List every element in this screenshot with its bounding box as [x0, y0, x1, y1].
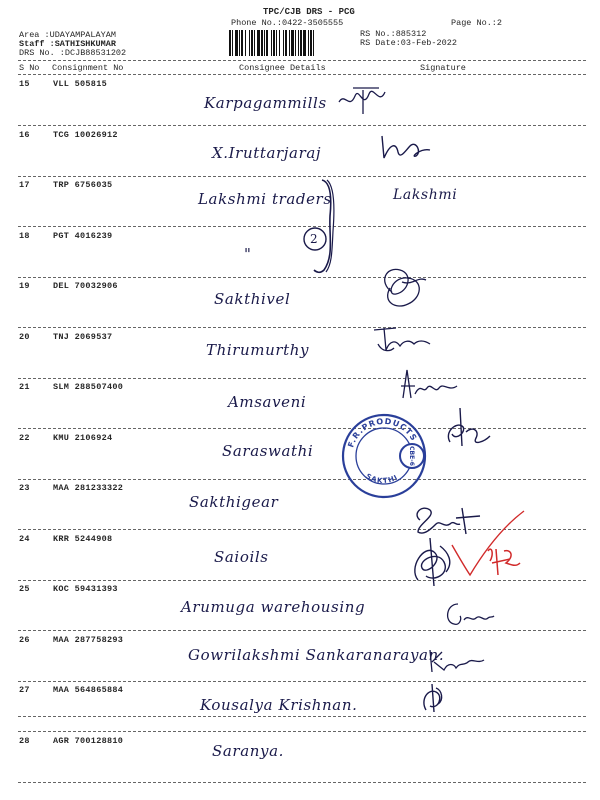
- serial-number: 16: [19, 129, 30, 140]
- bracket-mark: [300, 176, 340, 276]
- consignee-name: Gowrilakshmi Sankaranarayan.: [188, 645, 445, 664]
- consignment-number: MAA 281233322: [53, 483, 124, 493]
- rs-number: RS No.:885312: [360, 29, 427, 39]
- signature-22: [438, 402, 494, 450]
- barcode-bar: [303, 30, 306, 56]
- consignment-number: MAA 564865884: [53, 685, 124, 695]
- consignment-number: TRP 6756035: [53, 180, 113, 190]
- consignee-name: ": [244, 244, 252, 263]
- barcode-bar: [239, 30, 240, 56]
- row-label: [19, 434, 112, 443]
- barcode-bar: [241, 30, 243, 56]
- barcode-bar: [266, 30, 268, 56]
- consignment-number: TNJ 2069537: [53, 331, 113, 342]
- divider: [18, 716, 586, 717]
- row-divider: [18, 731, 586, 732]
- row-label: [19, 181, 112, 190]
- barcode-bar: [261, 30, 263, 56]
- bracket-count: 2: [310, 232, 319, 246]
- consignment-number: PGT 4016239: [53, 230, 113, 241]
- consignee-name: X.Iruttarjaraj: [212, 143, 322, 162]
- page-number: Page No.:2: [451, 18, 503, 28]
- row-divider: [18, 782, 586, 783]
- barcode-bar: [235, 30, 238, 56]
- barcode-bar: [295, 30, 296, 56]
- signature-16: [376, 130, 436, 168]
- serial-number: 15: [19, 79, 30, 89]
- signature-28: [418, 680, 448, 714]
- row-divider: [18, 277, 586, 278]
- consignee-name: Saioils: [214, 547, 269, 566]
- serial-number: 20: [19, 331, 30, 342]
- consignee-name: Amsaveni: [228, 393, 307, 411]
- signature-20: [370, 322, 442, 356]
- barcode-bar: [279, 30, 280, 56]
- barcode-bar: [313, 30, 314, 56]
- row-label: [19, 333, 112, 342]
- serial-number: 22: [19, 432, 30, 443]
- serial-number: 28: [19, 735, 30, 746]
- barcode-bar: [273, 30, 275, 56]
- row-label: [19, 737, 123, 746]
- row-label: [19, 484, 123, 493]
- row-label: [19, 383, 123, 392]
- signature-17: Lakshmi: [393, 187, 458, 203]
- col-signature-header: Signature: [420, 63, 466, 73]
- serial-number: 26: [19, 634, 30, 645]
- row-label: [19, 232, 112, 241]
- barcode-image: [229, 30, 357, 56]
- signature-27: [424, 646, 490, 676]
- barcode-bar: [291, 30, 294, 56]
- consignee-name: Sakthigear: [189, 493, 279, 511]
- svg-text:SAKTHI: [364, 472, 399, 485]
- consignment-number: SLM 288507400: [53, 382, 124, 392]
- barcode-bar: [271, 30, 272, 56]
- signature-26: [442, 600, 496, 630]
- row-label: [19, 131, 118, 140]
- col-details-header: Consignee Details: [239, 63, 326, 73]
- serial-number: 24: [19, 533, 30, 544]
- barcode-bar: [308, 30, 309, 56]
- barcode-bar: [232, 30, 233, 56]
- consignee-name: Kousalya Krishnan.: [200, 696, 358, 714]
- serial-number: 18: [19, 230, 30, 241]
- barcode-bar: [249, 30, 250, 56]
- row-label: [19, 585, 118, 594]
- consignee-name: Saraswathi: [222, 441, 314, 460]
- stamp-center-text: CBE-6: [408, 446, 415, 466]
- stamp-bottom-text: SAKTHI: [364, 472, 400, 486]
- consignee-name: Lakshmi traders: [198, 190, 332, 208]
- barcode-bar: [229, 30, 231, 56]
- row-divider: [18, 630, 586, 631]
- rs-date: RS Date:03-Feb-2022: [360, 38, 457, 48]
- barcode-bar: [257, 30, 260, 56]
- serial-number: 23: [19, 483, 30, 493]
- row-divider: [18, 125, 586, 126]
- stamp-top-text: F.R.PRODUCTS: [346, 416, 419, 449]
- barcode-bar: [264, 30, 265, 56]
- row-label: [19, 282, 118, 291]
- consignment-number: TCG 10026912: [53, 129, 118, 140]
- signature-19: [372, 262, 442, 314]
- consignment-number: KOC 59431393: [53, 584, 118, 594]
- barcode-bar: [251, 30, 253, 56]
- divider: [18, 60, 586, 61]
- signature-21: [393, 364, 463, 402]
- consignment-number: AGR 700128810: [53, 735, 124, 746]
- barcode-bar: [245, 30, 246, 56]
- company-stamp: [338, 408, 428, 500]
- signature-15: [335, 80, 395, 116]
- row-divider: [18, 428, 586, 429]
- col-sno-header: S No: [19, 63, 40, 73]
- phone-number: Phone No.:0422-3505555: [231, 18, 344, 28]
- barcode-bar: [289, 30, 290, 56]
- row-divider: [18, 378, 586, 379]
- consignee-name: Karpagammills: [204, 94, 327, 112]
- consignment-number: VLL 505815: [53, 79, 108, 89]
- row-divider: [18, 479, 586, 480]
- serial-number: 25: [19, 584, 30, 594]
- drs-number: DRS No. :DCJB88531202: [19, 48, 127, 58]
- serial-number: 21: [19, 382, 30, 392]
- col-consignment-header: Consignment No: [52, 63, 124, 73]
- barcode-bar: [310, 30, 312, 56]
- divider: [18, 74, 586, 75]
- consignee-name: Sakthivel: [214, 290, 291, 308]
- row-label: [19, 636, 123, 645]
- row-label: [19, 535, 112, 544]
- staff-label: Staff :SATHISHKUMAR: [19, 39, 116, 49]
- barcode-bar: [283, 30, 284, 56]
- barcode-bar: [298, 30, 299, 56]
- barcode-bar: [285, 30, 287, 56]
- barcode-bar: [276, 30, 277, 56]
- consignment-number: KMU 2106924: [53, 432, 113, 443]
- area-label: Area :UDAYAMPALAYAM: [19, 30, 116, 40]
- serial-number: 17: [19, 180, 30, 190]
- red-checkmark: [448, 505, 528, 581]
- doc-title: TPC/CJB DRS - PCG: [263, 7, 355, 17]
- consignee-name: Arumuga warehousing: [181, 598, 366, 616]
- serial-number: 27: [19, 685, 30, 695]
- serial-number: 19: [19, 281, 30, 291]
- row-divider: [18, 327, 586, 328]
- barcode-bar: [254, 30, 255, 56]
- consignee-name: Thirumurthy: [206, 340, 310, 359]
- row-label: [19, 686, 123, 695]
- row-divider: [18, 681, 586, 682]
- barcode-bar: [300, 30, 302, 56]
- consignment-number: MAA 287758293: [53, 634, 124, 645]
- row-label: [19, 80, 107, 89]
- consignee-name: Saranya.: [212, 741, 284, 760]
- consignment-number: DEL 70032906: [53, 281, 118, 291]
- consignment-number: KRR 5244908: [53, 533, 113, 544]
